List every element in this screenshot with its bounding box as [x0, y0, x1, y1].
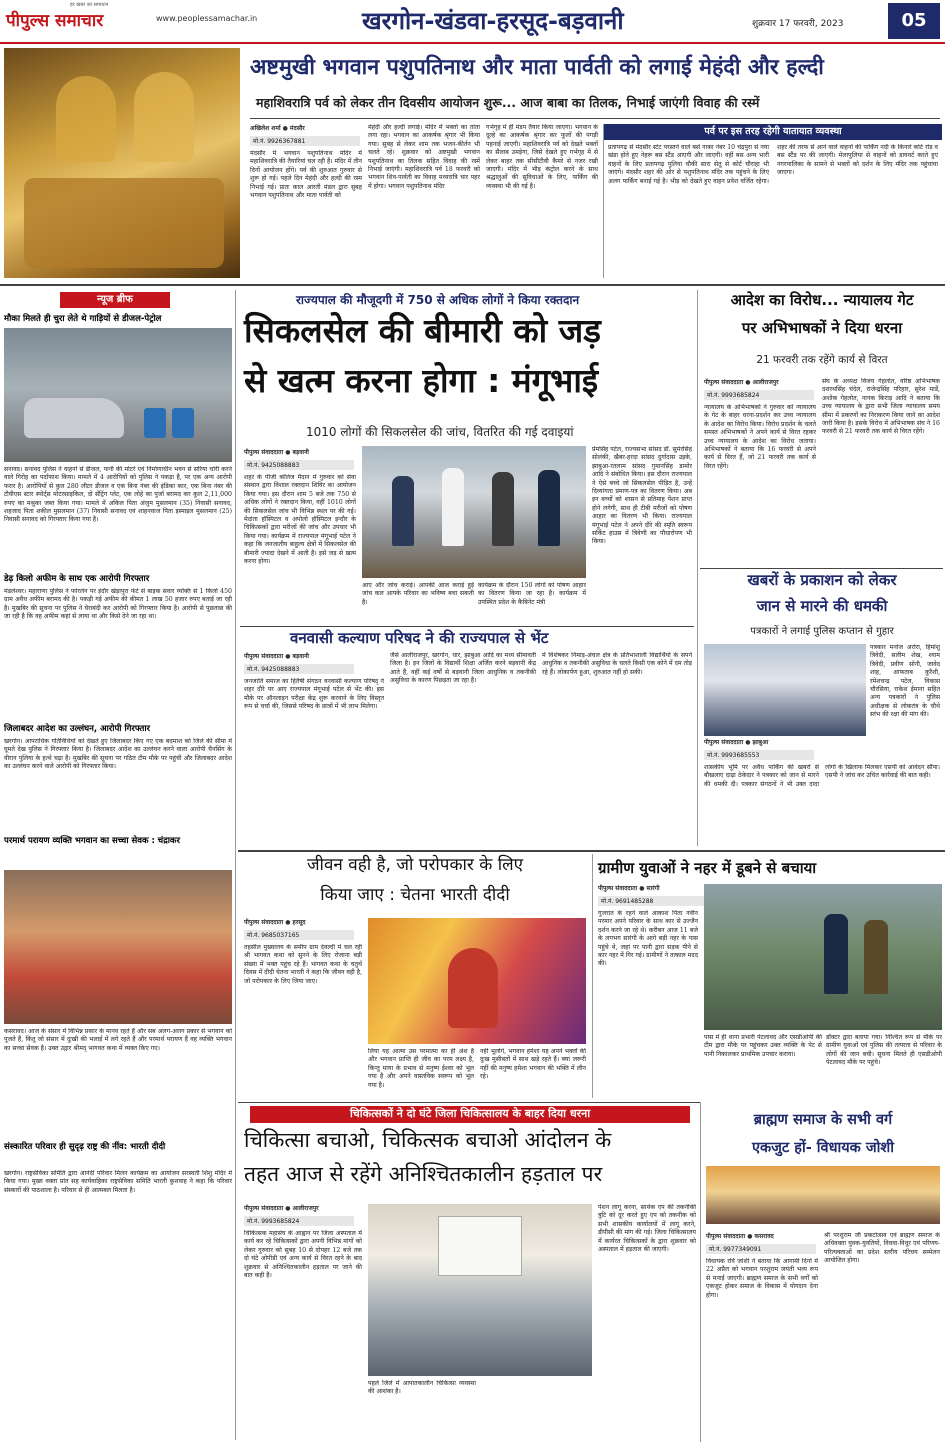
right-column-divider [697, 290, 698, 846]
article-text: गुजरात के रहने वाले आकाश पिता नवीन परमार अपने परिवार के साथ कार से उज्जैन दर्शन करने जा रहे थे। करीबन आज 11 बजे के लगभग सारंगी के आगे बड़ी नहर के पास पहुंचे थे, जहां पर पानी द्वारा सड़क पीने से कार नहर में गिर गई। ग्रामीणों ने तत्काल मदद की। [598, 910, 698, 968]
brief-title: जिलाबदर आदेश का उल्लंघन, आरोपी गिरफ्तार [4, 724, 151, 734]
drum-shape [172, 408, 194, 438]
car-shape [24, 398, 124, 438]
dhamki-headline: खबरों के प्रकाशन को लेकर [747, 571, 897, 589]
brief-text: खरगोन। राष्ट्रसेविका समिति द्वारा आनंदी परिवार मिलन कार्यक्रम का आयोजन सरस्वती शिशु मंदिर में किया गया। मुख्य वक्ता प्रांत सह कार्यवाहिका राष्ट्रसेविका समिति भारती कुशवाह ने कहा कि परिवार संस्कारों की पाठशाला है। परिवार से ही आत्मबल मिलता है। [4, 1170, 232, 1194]
idol-base [24, 178, 224, 268]
divider [240, 626, 694, 627]
mobile-number: मो.नं. 9993685824 [244, 1216, 354, 1226]
aadesh-subhead: 21 फरवरी तक रहेंगे कार्य से विरत [756, 354, 888, 366]
chikitsak-headline: चिकित्सा बचाओ, चिकित्सक बचाओ आंदोलन के [244, 1128, 612, 1152]
brief-text: सनावद। सनावद पुलिस ने वाहनों से डीजल, पानी की मोटरें एवं निर्माणाधीन भवन से सरिया चोरी करने वाले गिरोह का पर्दाफाश किया। मामले में 4 आरोपियों को पुलिस ने पकड़ा है, पर एक अन्य आरोपी फरार है। आरोपियों से कुल 280 लीटर डीजल व एक बिना नंबर की इंडिका कार, एक बिना नंबर की टीवीएस स्टार स्पोर्ट्स मोटरसाइकिल, दो सेंट्रिंग प्लेट, एक लोहे का पुर्जा बरामद कर कुल 2,11,000 रुपए का मश्रुका जब्त किया गया। मामले में अकिल पिता अंजुम मुसलमान (35) निवासी सनावद, शहजाद पिता शकील मुसलमान (37) निवासी सनावद एवं शाहनवाज पिता इस्माइल मुसलमान (25) निवासी सनावद को गिरफ्तार किया गया है। [4, 466, 232, 524]
brief-photo [4, 328, 232, 462]
article-text: में विशेषकर निमाड़-अंचल क्षेत्र के प्रतिभाशाली विद्यार्थियों के सपने आधुनिक व तकनीकी असुविधा के चलते किसी एक कोने में दम तोड़ रहे हैं। लोकार्पण हुआ, शुरुआत नहीं हो सकी। [542, 652, 692, 676]
sickle-headline: सिकलसेल की बीमारी को जड़ [244, 311, 601, 350]
issue-date: शुक्रवार 17 फरवरी, 2023 [752, 19, 844, 29]
byline: पीपुल्स संवाददाता ● सारंगी [598, 885, 660, 892]
brief-title: परमार्थ परायण व्यक्ति भगवान का सच्चा सेवक : चंद्राकर [4, 836, 180, 846]
sickle-subhead: 1010 लोगों की सिकलसेल की जांच, वितरित की गई दवाइयां [306, 425, 574, 439]
website: www.peoplessamachar.in [156, 14, 258, 23]
person-shape [492, 472, 514, 546]
divider [250, 118, 940, 119]
vanvasi-headline: वनवासी कल्याण परिषद ने की राज्यपाल से भेंट [290, 629, 549, 647]
column-divider [700, 1102, 701, 1442]
idol-shape [134, 72, 194, 162]
byline: पीपुल्स संवाददाता ● आलीराजपुर [704, 379, 779, 386]
masthead [0, 0, 945, 44]
byline: अखिलेश शर्मा ● मंदसौर [250, 125, 305, 132]
person-shape [538, 470, 560, 546]
mobile-number: मो.नं. 9993685553 [704, 750, 814, 760]
photo-caption: पास में ही थाना प्रभारी पेटलावद और एसडीओपी की टीम द्वारा मौके पर पहुंचकर उक्त व्यक्ति के पेट से पानी निकालकर प्राथमिक उपचार कराया। [704, 1034, 822, 1058]
article-text: शहर के पीजी कॉलेज मैदान में गुरुवार को सेवा संस्थान द्वारा विशाल रक्तदान शिविर का आयोजन किया गया। इस दौरान शाम 5 बजे तक 750 से अधिक लोगों ने रक्तदान किया, वहीं 1010 लोगों की सिकलसेल जांच भी विभिन्न स्थल पर की गई। मेदांता हॉस्पिटल व अपोलो हॉस्पिटल इन्दौर के चिकित्सकों द्वारा मरीजों की जांच और उपचार भी किया गया। कार्यक्रम में राज्यपाल मंगूभाई पटेल ने कहा कि जनजातीय बाहुल्य क्षेत्रों में सिकलसेल की बीमारी ज्यादा देखने में आती है। इसे जड़ से खत्म करना होगा। [244, 474, 356, 566]
article-text: कार्यक्रम के दौरान 150 लोगों को पोषण आहार का वितरण किया जा रहा है। कार्यक्रम में उपस्थित प्रदेश के कैबिनेट मंत्री [478, 582, 586, 606]
banner-shape [438, 1216, 522, 1276]
brief-text: कसरावद। आज के संसार में विभिन्न प्रकार के मानव रहते हैं और सब अलग-अलग प्रकार से भगवान को पूजते हैं, किंतु जो संसार में दुःखी की भलाई में लगे रहते हैं और परमार्थ परायण हैं वह व्यक्ति भगवान का सच्चा सेवक है। उक्त उद्गार श्रीमद् भागवत कथा में व्यक्त किए गए। [4, 1028, 232, 1052]
article-text: चिकित्सक महासंघ के आह्वान पर जिला अस्पताल में कार्य कर रहे चिकित्सकों द्वारा अपनी विभिन्न मांगों को लेकर गुरुवार को सुबह 10 से दोपहर 12 बजे तक दो घंटे ओपीडी एवं अन्य कार्य से विरत रहने के बाद शुक्रवार से अनिश्चितकालीन हड़ताल पर जाने की बात कही है। [244, 1230, 362, 1280]
speaker-shape [448, 948, 498, 1028]
traffic-box [603, 124, 941, 278]
drum-shape [144, 408, 166, 438]
chikitsak-headline: तहत आज से रहेंगे अनिश्चितकालीन हड़ताल पर [244, 1162, 603, 1186]
chikitsak-kicker: चिकित्सकों ने दो घंटे जिला चिकित्सालय के बाहर दिया धरना [250, 1106, 690, 1123]
sickle-photo [362, 446, 586, 578]
person-shape [864, 920, 888, 994]
article-text: विधायक रवि जोशी ने बताया कि आगामी दिनों में 22 अप्रैल को भगवान परशुराम जयंती भव्य रूप से मनाई जाएगी। ब्राह्मण समाज के सभी वर्गों को एकजुट होकर समाज के विकास में योगदान देना होगा। [706, 1258, 818, 1299]
logo: पीपुल्स समाचार [6, 11, 104, 31]
lead-headline: अष्टमुखी भगवान पशुपतिनाथ और माता पार्वती को लगाई मेहंदी और हल्दी [250, 55, 824, 80]
brief-title: डेढ़ किलो अफीम के साथ एक आरोपी गिरफ्तार [4, 574, 150, 584]
article-text: मंदसौर में भगवान पशुपतिनाथ मंदिर में महाशिवरात्रि की तैयारियां चल रही हैं। मंदिर में तीन दिनों आयोजन होंगे। पर्व की शुरुआत गुरुवार से शुरू हो गई। पहले दिन मेहंदी और हल्दी की रस्म निभाई गई। प्रातः काल आरती मंडल द्वारा सुबह भगवान पशुपतिनाथ और माता पार्वती को [250, 150, 362, 200]
sickle-headline: से खत्म करना होगा : मंगूभाई [244, 361, 599, 400]
gramin-photo [704, 884, 942, 1030]
jeevan-headline: किया जाए : चेतना भारती दीदी [320, 885, 510, 905]
person-shape [824, 914, 848, 994]
brahman-headline: एकजुट हों- विधायक जोशी [751, 1140, 894, 1156]
article-text: न्यायालय के अभिभाषकों ने गुरुवार को न्यायालय के गेट के बाहर धरना-प्रदर्शन कर उच्च न्यायालय के आदेश का विरोध किया। विरोध प्रदर्शन के चलते समस्त अभिभाषकों ने अपने कार्य से विरत रहकर उच्च न्यायालय के आदेश का विरोध जताया। अभिभाषकों ने बताया कि 16 फरवरी से अपने कार्य से विरत हैं, जो 21 फरवरी तक कार्य से विरत रहेंगे। [704, 404, 816, 470]
news-brief-column [0, 290, 236, 1440]
article-text: जैसे आलीराजपुर, खरगोन, धार, झाबुआ आदि का मध्य सीमावर्ती जिला है। इन जिलों के विद्यार्थी शिक्षा अर्जित करने बड़वानी केंद्र आते हैं, वहीं कई वर्षों से बड़वानी जिला आधुनिक व तकनीकी असुविधा के कारण पिछड़ता जा रहा है। [390, 652, 536, 685]
article-text: मेहंदी और हल्दी लगाई। मंदिर में भक्तों का तांता लगा रहा। भगवान का आकर्षक श्रृंगार भी किया गया। सुबह से लेकर शाम तक भजन-कीर्तन भी चलते रहे। शुक्रवार को अष्टमुखी भगवान पशुपतिनाथ का तिलक सहित विवाह की रस्में निभाई जाएंगी। महाशिवरात्रि पर्व 18 फरवरी को भगवान शिव-पार्वती का विवाह मध्यरात्रि चार पहर में होगा। भगवान पशुपतिनाथ मंदिर [368, 124, 480, 190]
article-text: जनजाति समाज का हितैषी संगठन वनवासी कल्याण परिषद् ने शहर दौरे पर आए राज्यपाल मंगूभाई पटेल से भेंट की। इस मौके पर ऑनलाइन परीक्षा केंद्र शुरू करवाने के लिए विस्तृत रूप से चर्चा की, जिससे परिषद के छात्रों में भी लाभ मिलेगा। [244, 678, 384, 711]
mobile-number: मो.नं. 9691485288 [598, 896, 708, 906]
brief-photo [4, 870, 232, 1024]
news-brief-label: न्यूज ब्रीफ [60, 292, 170, 308]
article-text: पेंशन लागू करना, सार्थक एप की तकनीकी त्रुटि को दूर करते हुए एप को तकनीक को सभी शासकीय कार्यालयों में लागू करने, डीपीसी की मांग की गई। जिला चिकित्सालय में कार्यरत चिकित्सकों के द्वारा शुक्रवार को अस्पताल में हड़ताल की जाएगी। [598, 1204, 696, 1254]
article-text: पत्रकार मनोज अरोरा, हिमांशु त्रिवेदी, सलीम शेख, श्याम त्रिवेदी, प्रवीण सोनी, जावेद शाह, आफताब कुरैशी, रमेशचन्द्र पटेल, विकास चौरसिया, राकेश ईमाना सहित अन्य पत्रकारों ने पुलिस अधीक्षक से लोकतंत्र के चौथे स्तंभ की रक्षा की मांग की। [870, 644, 940, 719]
mobile-number: मो.नं. 9926367881 [250, 136, 360, 146]
article-text: श्री परशुराम जी प्रकटोत्सव एवं ब्राह्मण समाज के अधिवक्ता युवक-युवतियों, विधवा-विधुर एवं परिणय-परित्यक्ताओं का प्रदेश स्तरीय परिचय सम्मेलन आयोजित होगा। [824, 1232, 940, 1265]
traffic-box-title: पर्व पर इस तरह रहेगी यातायात व्यवस्था [604, 124, 942, 140]
mobile-number: मो.नं. 9977349091 [706, 1244, 816, 1254]
person-shape [392, 476, 414, 546]
section-divider [0, 284, 945, 286]
jeevan-headline: जीवन वही है, जो परोपकार के लिए [306, 855, 524, 875]
article-text: डॉक्टर द्वारा बताया गया। निश्चित रूप से मौके पर ग्रामीण युवाओं एवं पुलिस की तत्परता से परिवार के लोगों की जान बची। सूचना मिलते ही एसडीओपी पेटलावद मौके पर पहुंचे। [826, 1034, 942, 1067]
logo-tagline: हर खबर का समाधान [70, 2, 109, 8]
brief-title: संस्कारित परिवार ही सुदृढ़ राष्ट्र की नींव: भारती दीदी [4, 1142, 166, 1152]
aadesh-headline: पर अभिभाषकों ने दिया धरना [741, 319, 903, 337]
article-text: प्रेमसिंह पटेल, राज्यसभा सांसद डॉ. सुमेरसिंह सोलंकी, खैबर-हरदा सांसद दुर्गादास उइके, झाबुआ-रतलाम सांसद गुमानसिंह डामोर आदि ने संबोधित किया। इस दौरान राज्यपाल ने ऐसे बच्चे जो सिकलसेल पीड़ित है, उन्हें दिव्यांगता प्रमाण-पत्र का वितरण किया। अब इन बच्चों को शासन से प्रतिमाह पेंशन प्राप्त होने लगेगी, साथ ही टीबी मरीजों को पोषण आहार का वितरण भी किया। राज्यपाल मंगूभाई पटेल ने अपने दौरे की स्मृति स्वरूप सर्किट हाउस में त्रिवेणी का पौधारोपण भी किया। [592, 446, 692, 546]
byline: पीपुल्स संवाददाता ● बड़वानी [244, 449, 309, 456]
mobile-number: मो.नं. 9685037165 [244, 930, 354, 940]
byline: पीपुल्स संवाददाता ● कसरावद [706, 1233, 774, 1240]
brief-text: मंडलेश्वर। महाराणा पुलिस ने फोरलेन पर इंदौर खेड़ापुरा फंटे से बाइक सवार व्यक्ति से 1 किलो 450 ग्राम अवैध अफीम बरामद की है। पकड़ी गई अफीम की कीमत 1 लाख 50 हजार रुपए बताई जा रही है। मुखबिर की सूचना पर पुलिस ने घेराबंदी कर आरोपी को गिरफ्तार किया है। आरोपी से पूछताछ की जा रही है कि वह अफीम कहां से लाया था और किसे देने जा रहा था। [4, 588, 232, 621]
brief-title: मौका मिलते ही चुरा लेते थे गाड़ियों से डीजल-पेट्रोल [4, 314, 162, 324]
article-text: नहीं भूलोगे, भगवान हमेशा यह अपने भक्तों की दुःख मुसीबतों में साथ खड़े रहते हैं। क्या जरूरी नहीं की मनुष्य हमेशा भगवान की भक्ति में लीन रहे। [480, 1048, 586, 1081]
dhamki-headline: जान से मारने की धमकी [756, 597, 888, 615]
article-text: लिया यह आत्मा उस परमात्मा का ही अंश है और भगवान प्राप्ति ही जीव का परम लक्ष्य है, किन्तु माया के प्रभाव से मनुष्य ईश्वर को भूल गया है और अपने वास्तविक स्वरूप को भूल गया है। [368, 1048, 474, 1089]
photo-caption: पहले जिले में आपातकालीन चिकित्सा व्यवस्था की आशंका है। [368, 1380, 476, 1396]
mobile-number: मो.नं. 9993685824 [704, 390, 814, 400]
lead-photo [4, 48, 240, 278]
byline: पीपुल्स संवाददाता ● बड़वानी [244, 653, 309, 660]
brahman-photo [706, 1166, 940, 1224]
article-text: तहसील मुख्यालय के समीप ग्राम देवल्दी में चल रही श्री भागवत कथा को सुनने के लिए रोजाना बड़ी संख्या में भक्त पहुंच रहे हैं। भागवत कथा के चतुर्थ दिवस में दीदी चेतना भारती ने कहा कि जीवन वही है, जो परोपकार के लिए जिया जाए। [244, 944, 362, 985]
aadesh-headline: आदेश का विरोध... न्यायालय गेट [730, 291, 914, 309]
page-number: 05 [888, 3, 940, 39]
mobile-number: मो.नं. 9425088883 [244, 460, 354, 470]
dhamki-subhead: पत्रकारों ने लगाई पुलिस कप्तान से गुहार [750, 626, 894, 637]
photo-caption: आए और जांच कराई। आपकी आज कराई हुई जांच कल आपके परिवार का भविष्य बचा सकती है। [362, 582, 474, 606]
mobile-number: मो.नं. 9425088883 [244, 664, 354, 674]
idol-shape [56, 76, 116, 162]
article-text: शासकीय भूमि पर अवैध पार्किंग की खबरों से बौखलाए दाढ़ा ठेकेदार ने पत्रकार को जान से मारने की धमकी दी। पत्रकार संगठनों ने भी उक्त दादा लोगों के खिलाफ मिलकर एसपी को आवेदन सौंपा। एसपी ने जांच कर उचित कार्रवाई की बात कही। [704, 764, 940, 788]
dhamki-photo [704, 644, 866, 736]
chikitsak-photo [368, 1204, 592, 1376]
article-text: गर्भगृह में ही मंडप तैयार किया जाएगा। भगवान के दूल्हे का आकर्षक श्रृंगार कर फूलों की पगड़ी पहनाई जाएगी। महाशिवरात्रि पर्व को देखते भक्तों का सैलाब उमड़ेगा, जिसे देखते हुए गर्भगृह में से लेकर बाहर तक सीसीटीवी कैमरे से नजर रखी जाएगी। मंदिर में भीड़ कंट्रोल करने के साथ श्रद्धालुओं की सुविधाओं के लिए, पार्किंग की व्यवस्था भी की गई है। [486, 124, 598, 190]
divider [700, 568, 943, 569]
section-divider [238, 850, 945, 852]
section-divider [238, 1102, 700, 1103]
lead-deck: महाशिवरात्रि पर्व को लेकर तीन दिवसीय आयोजन शुरू... आज बाबा का तिलक, निभाई जाएंगी विवाह की रस्में [256, 95, 760, 110]
byline: पीपुल्स संवाददाता ● हरसूद [244, 919, 306, 926]
traffic-box-text: प्रतापगढ़ से मंदसौर स्टेट परस्तने वाले बसें नाका नंबर 10 चंद्रपुरा से नया खंडा होते हुए नेहरू बस स्टैंड आएगी और जाएगी। वहीं बस अन्य भारी वाहनों के लिए प्रतापगढ़ पुलिया चौकी सारा सेतु से कोर्ट चौराहा भी जाएंगे। मंदसौर शहर की ओर से पशुपतिनाथ मंदिर तक पहुंचने के लिए अलग पार्किंग बनाई गई है। भीड़ को देखते हुए वाहन प्रवेश वर्जित रहेगा। शहर की तरफ से आने वाले वाहनों की पार्किंग नदी के किनारे कोर्ट रोड व बस स्टैंड पर की जाएगी। मेलापुलिया से वाहनों को डायवर्ट करते हुए नगरपालिका के सामने से भक्तों को दर्शन के लिए मंदिर तक पहुंचाया जाएगा। [608, 144, 938, 185]
article-text: संघ के अध्यक्ष विजय गेहलोत, वरिष्ठ अभिभाषक दशरथसिंह चंदेल, राजेन्द्रसिंह परिहार, सुरेश मार्डे, अशोक गेहलोत, नानक किराड़ आदि ने बताया कि उच्च न्यायालय के द्वारा सभी जिला न्यायालय समय सीमा में प्रकरणों का निराकरण किया जाने का आदेश जारी किया है। इसके विरोध में अभिभाषक संघ ने 16 फरवरी से 21 फरवरी तक कार्य से विरत रहेंगे। [822, 378, 940, 436]
brahman-headline: ब्राह्मण समाज के सभी वर्ग [753, 1112, 893, 1128]
person-shape [442, 468, 464, 546]
brief-text: खरगोन। आपराधिक गतिविधियों को देखते हुए जिलाबदर किए गए एक बदमाश को जिले की सीमा में घूमते देख पुलिस ने गिरफ्तार किया है। जिलाबदर आदेश का उल्लंघन करने वाला आरोपी चैनसिंग के वीरान पुलिया के हत्थे चढ़ा है। मुखबिर की सूचना पर गठित टीम मौके पर पहुंची और जिलाबदर आदेश का उल्लंघन करने वाले आरोपी को गिरफ्तार किया। [4, 738, 232, 771]
section-title: खरगोन-खंडवा-हरसूद-बड़वानी [362, 7, 624, 35]
jeevan-photo [368, 918, 586, 1044]
sickle-kicker: राज्यपाल की मौजूदगी में 750 से अधिक लोगों ने किया रक्तदान [296, 293, 580, 307]
byline: पीपुल्स संवाददाता ● झाबुआ [704, 739, 769, 746]
column-divider [592, 854, 593, 1098]
gramin-headline: ग्रामीण युवाओं ने नहर में डूबने से बचाया [598, 859, 817, 877]
byline: पीपुल्स संवाददाता ● आलीराजपुर [244, 1205, 319, 1212]
